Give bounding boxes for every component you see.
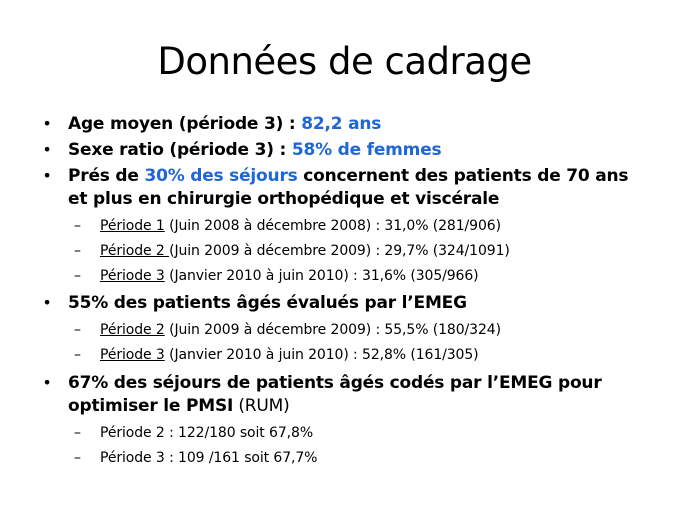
bullet-text-post: concernent des patients de 70 ans <box>297 166 629 186</box>
bullet-value: 58% de femmes <box>291 140 442 160</box>
sub-item-periode-3 <box>74 448 670 468</box>
sub-item-periode-2 <box>74 423 670 443</box>
sub-period: Période 3 <box>100 268 165 284</box>
sub-text: Période 2 : 122/180 soit 67,8% <box>100 425 314 441</box>
sub-dash: – <box>74 425 81 441</box>
bullet-highlight: 30% des séjours <box>144 166 298 186</box>
sub-period: Période 1 <box>100 218 165 234</box>
sub-period: Période 2 <box>100 243 170 259</box>
sub-rest: (Juin 2009 à décembre 2009) : 55,5% (180/324) <box>164 322 501 338</box>
bullet-pmsi-line2 <box>68 394 668 418</box>
bullet-sejours <box>42 164 668 188</box>
sub-period: Période 3 <box>100 347 165 363</box>
slide-title: Données de cadrage <box>157 40 532 83</box>
sub-dash: – <box>74 268 81 284</box>
sub-item-periode-3 <box>74 345 670 365</box>
bullet-dot: • <box>42 373 52 392</box>
bullet-text-normal: (RUM) <box>233 396 290 416</box>
bullet-dot: • <box>42 293 52 312</box>
sub-dash: – <box>74 450 81 466</box>
bullet-label: Sexe ratio (période 3) : <box>68 140 292 160</box>
bullet-dot: • <box>42 166 52 185</box>
sub-text: Période 3 : 109 /161 soit 67,7% <box>100 450 318 466</box>
sub-dash: – <box>74 218 81 234</box>
bullet-text: 55% des patients âgés évalués par l’EMEG <box>68 293 467 313</box>
sub-dash: – <box>74 347 81 363</box>
sub-item-periode-2 <box>74 320 670 340</box>
sub-dash: – <box>74 243 81 259</box>
bullet-sejours-line2: et plus en chirurgie orthopédique et viscérale <box>68 189 500 209</box>
sub-item-periode-1 <box>74 216 670 236</box>
sub-rest: (Juin 2008 à décembre 2008) : 31,0% (281/906) <box>164 218 501 234</box>
sub-rest: (Janvier 2010 à juin 2010) : 31,6% (305/966) <box>164 268 479 284</box>
bullet-label: Age moyen (période 3) : <box>68 114 302 134</box>
bullet-dot: • <box>42 114 52 133</box>
bullet-sexe-ratio <box>42 138 668 162</box>
bullet-dot: • <box>42 140 52 159</box>
bullet-pmsi <box>42 371 668 395</box>
sub-item-periode-2 <box>74 241 670 261</box>
sub-item-periode-3 <box>74 266 670 286</box>
bullet-text-bold: optimiser le PMSI <box>68 396 234 416</box>
bullet-text-pre: Prés de <box>68 166 145 186</box>
sub-period: Période 2 <box>100 322 165 338</box>
bullet-age-moyen <box>42 112 668 136</box>
sub-rest: (Janvier 2010 à juin 2010) : 52,8% (161/305) <box>164 347 479 363</box>
sub-rest: (Juin 2009 à décembre 2009) : 29,7% (324/1091) <box>169 243 510 259</box>
bullet-text: 67% des séjours de patients âgés codés par l’EMEG pour <box>68 373 602 393</box>
sub-dash: – <box>74 322 81 338</box>
bullet-evalues <box>42 291 668 315</box>
bullet-value: 82,2 ans <box>301 114 382 134</box>
